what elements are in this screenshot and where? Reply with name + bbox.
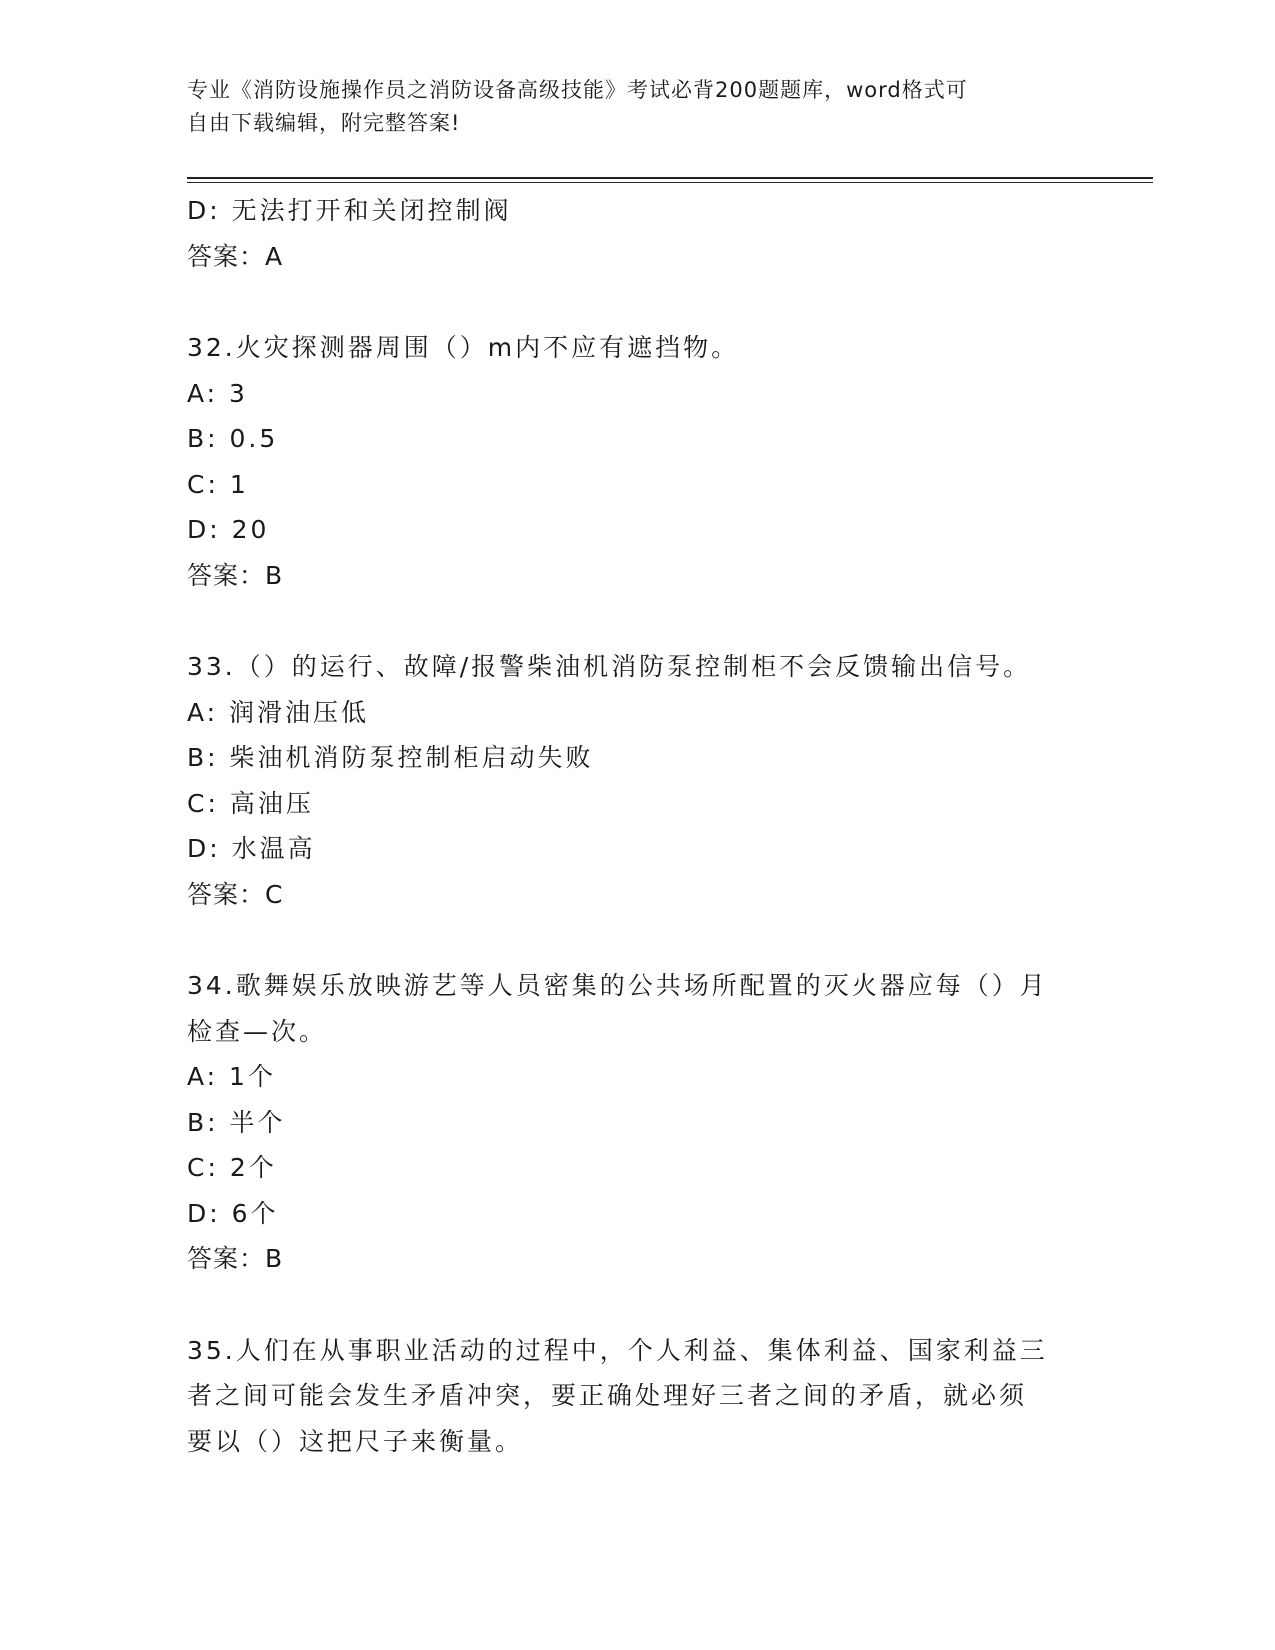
option-b: B: 柴油机消防泵控制柜启动失败: [187, 743, 594, 772]
option-c: C: 1: [187, 469, 249, 499]
answer-line: 答案：B: [187, 1244, 284, 1273]
question-stem-line-2: 检查—次。: [187, 1016, 328, 1046]
question-stem: 32.火灾探测器周围（）m内不应有遮挡物。: [187, 333, 740, 362]
option-d: D: 水温高: [187, 834, 316, 863]
question-33: [187, 644, 1087, 917]
question-stem: 33.（）的运行、故障/报警柴油机消防泵控制柜不会反馈输出信号。: [187, 652, 1032, 681]
option-a: A: 1个: [187, 1062, 276, 1091]
spacer: [187, 598, 1087, 644]
option-b: B: 半个: [187, 1107, 286, 1137]
header-divider-thin: [187, 182, 1153, 183]
question-stem-line-1: 35.人们在从事职业活动的过程中，个人利益、集体利益、国家利益三: [187, 1335, 1048, 1365]
answer-line: 答案：B: [187, 560, 284, 590]
question-34: [187, 963, 1087, 1282]
document-header: [187, 74, 1067, 140]
question-list: [187, 188, 1087, 1464]
header-line-2: 自由下载编辑，附完整答案!: [187, 111, 461, 135]
answer-line: 答案：A: [187, 241, 284, 271]
spacer: [187, 1282, 1087, 1328]
option-d: D: 无法打开和关闭控制阀: [187, 196, 512, 225]
question-stem-line-3: 要以（）这把尺子来衡量。: [187, 1426, 524, 1456]
spacer: [187, 917, 1087, 963]
question-stem-line-1: 34.歌舞娱乐放映游艺等人员密集的公共场所配置的灭火器应每（）月: [187, 971, 1048, 1000]
option-a: A: 3: [187, 378, 248, 408]
answer-line: 答案：C: [187, 879, 284, 909]
question-35: [187, 1328, 1087, 1465]
option-b: B: 0.5: [187, 424, 279, 453]
question-32: [187, 325, 1087, 598]
option-d: D: 6个: [187, 1198, 279, 1228]
option-c: C: 2个: [187, 1153, 277, 1182]
spacer: [187, 279, 1087, 325]
option-d: D: 20: [187, 515, 270, 544]
header-line-1: 专业《消防设施操作员之消防设备高级技能》考试必背200题题库，word格式可: [187, 78, 968, 102]
question-31-tail: [187, 188, 1087, 279]
option-c: C: 高油压: [187, 788, 314, 818]
question-stem-line-2: 者之间可能会发生矛盾冲突，要正确处理好三者之间的矛盾，就必须: [187, 1381, 1028, 1410]
header-divider-thick: [187, 177, 1153, 179]
option-a: A: 润滑油压低: [187, 697, 370, 727]
